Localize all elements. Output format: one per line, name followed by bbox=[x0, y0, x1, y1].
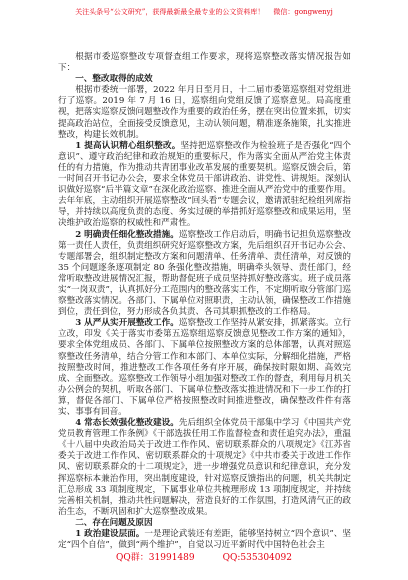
paragraph-lead: 1 提高认识精心组织整改。 bbox=[75, 140, 181, 151]
paragraph-text: 先后组织全体党员干部集中学习《中国共产党党员教育管理工作条例》《干部选拔任用工作监督检查和责任追究办法》，重温《十八届中央政治局关于改进工作作风、密切联系群众的八项规定》《江苏省委关于改进工作作风、密切联系群众的十项规定》《中共市委关于改进工作作风、密切联系群众的十二项规定》，进一步增强党员意识和纪律意识，充分发挥巡察标本兼治作用，突出制度建设，针对巡察反馈指出的问题，机关共制定汇总形成 33 项制度规定，下属事业单位共梳理形成 13 项制度规定，并持续完善相关机制，推动共性问题解决，营造良好的工作氛围，打造风清气正的政治生态，不断巩固和扩大巡察整改成果。 bbox=[58, 418, 351, 517]
qq-group-number: QQ群：31991489 bbox=[116, 553, 195, 563]
report-body bbox=[58, 52, 351, 551]
section-heading: 一、整改取得的成效 bbox=[75, 74, 153, 85]
body-paragraph bbox=[58, 529, 351, 551]
qq-number: QQ:535304092 bbox=[222, 553, 292, 563]
body-paragraph bbox=[58, 418, 351, 518]
paragraph-lead: 3 从严从实开展整改工作。 bbox=[75, 318, 179, 329]
paragraph-lead: 2 明确责任细化整改措施。 bbox=[75, 229, 179, 240]
section-problems bbox=[58, 518, 351, 551]
paragraph-lead: 4 常态长效强化整改建设。 bbox=[75, 418, 179, 429]
intro-paragraph: 根据市委巡察整改专项督查组工作要求，现将巡察整改落实情况报告如下： bbox=[58, 52, 351, 74]
body-paragraph bbox=[58, 85, 351, 140]
section-heading: 二、存在问题及原因 bbox=[75, 517, 153, 528]
body-paragraph bbox=[58, 318, 351, 418]
paragraph-text: 根据市委统一部署，2022 年月日至月日，十二届市委第巡察组对党组进行了巡察。2019 年 7 月 16 日，巡察组向党组反馈了巡察意见。局高度重视，把落实巡察反馈问题整改作为重要的政治任务，摆在突出位置来抓，切实提高政治站位，全面接受反馈意见，主动认领问题，精准逐条施策，扎实推进整改，构建长效机制。 bbox=[58, 85, 351, 140]
paragraph-text: 坚持把巡察整改作为检验班子是否强化“四个意识”、遵守政治纪律和政治规矩的重要标尺，作为落实全面从严治党主体责任的有力措施，作为推动共青团事业改革发展的重要契机。巡察反馈会后，第一时间召开书记办公会，要求全体党员干部讲政治、讲党性、讲规矩。深刻认识做好巡察“后半篇文章”在深化政治巡察、推进全面从严治党中的重要作用。去年年底，主动组织开展巡察整改“回头看”专题会议，邀请派驻纪检组列席指导，并持续以高度负责的态度、务实过硬的举措抓好巡察整改和成果运用，坚决维护政治巡察的权威性和严肃性。 bbox=[58, 140, 351, 229]
section-achievements bbox=[58, 74, 351, 518]
body-paragraph bbox=[58, 141, 351, 230]
wechat-id: 微信：gongwenyj bbox=[273, 8, 333, 16]
paragraph-text: 巡察整改工作坚持从紧安排，抓紧落实。立行立改，印发《关于落实市委第五巡察组巡察反馈意见整改工作方案的通知》，要求全体党组成员、各部门、下属单位按照整改方案的总体部署，认真对照巡察整改任务清单，结合分管工作和本部门、本单位实际，分解细化措施，严格按照整改时间，推进整改工作各项任务有序开展，确保按时限如期、高效完成、全面整改。巡察整改工作领导小组加强对整改工作的督查，利用每月机关办公例会的契机，听取各部门、下属单位整改落实推进情况和下一步工作的打算，督促各部门、下属单位严格按照整改时间推进整改，确保整改件件有落实、事事有回音。 bbox=[58, 318, 351, 417]
body-paragraph bbox=[58, 230, 351, 319]
paragraph-text: 一是理论武装还有差距，能够坚持树立“四个意识”、坚定“四个自信”，做到“两个维护”，自觉以习近平新时代中国特色社会主 bbox=[58, 529, 351, 551]
promo-text: 关注头条号“公文研究”，获得最新最全最专业的公文资料库！ bbox=[75, 8, 265, 16]
paragraph-text: 巡察整改工作启动后，明确书记担负巡察整改第一责任人责任，负责组织研究好巡察整改方案，先后组织召开书记办公会、专题部署会，组织制定整改方案和问题清单、任务清单、责任清单，对反馈的 35 个问题逐条逐项制定 80 条强化整改措施，明确牵头领导、责任部门，经常听取整改进展情况汇报，帮助督促班子成员坚持抓好整改落实。班子成员落实“一岗双责”，认真抓好分工范围内的整改落实工作，不定期听取分管部门巡察整改落实情况。各部门、下属单位对照职责，主动认领，确保整改工作措施到位，责任到位，努力形成各负其责、各司其职抓整改的工作格局。 bbox=[58, 229, 351, 318]
contact-footer bbox=[0, 552, 408, 564]
promo-banner bbox=[0, 7, 408, 17]
paragraph-lead: 1 政治建设层面。 bbox=[75, 529, 145, 540]
